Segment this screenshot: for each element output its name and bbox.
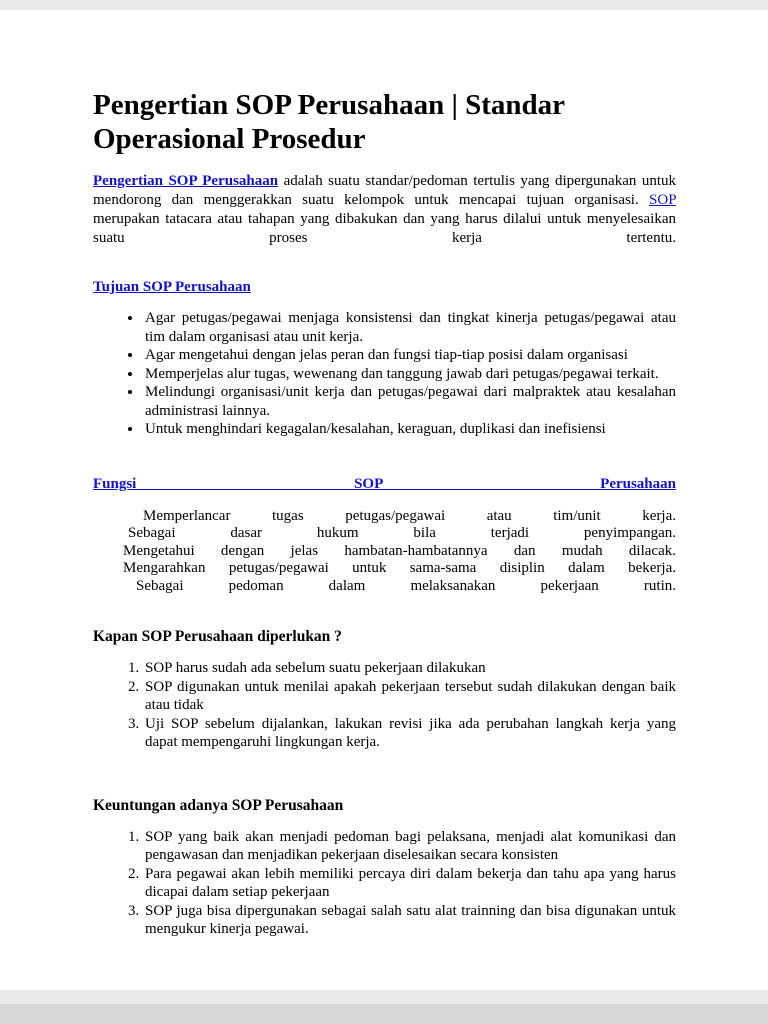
intro-text-1: adalah suatu standar/pedoman tertulis yang dipergunakan untuk mendorong dan menggerakkan suatu kelompok untuk mencapai tujuan organisasi. (93, 173, 676, 208)
fungsi-line: Sebagai pedoman dalam melaksanakan pekerjaan rutin. (136, 577, 676, 594)
sop-link[interactable]: SOP (649, 192, 676, 208)
tujuan-list-item: • Agar mengetahui dengan jelas peran dan fungsi tiap-tiap posisi dalam organisasi (143, 346, 676, 365)
fungsi-line: Memperlancar tugas petugas/pegawai atau tim/unit kerja. (143, 507, 676, 524)
kapan-list-item: 2. SOP digunakan untuk menilai apakah pekerjaan tersebut sudah dilakukan dengan baik atau tidak (143, 678, 676, 715)
tujuan-heading (93, 278, 676, 297)
fungsi-heading (93, 475, 676, 494)
document-content (0, 10, 768, 939)
tujuan-list (93, 309, 676, 439)
tujuan-list-item: • Untuk menghindari kegagalan/kesalahan, keraguan, duplikasi dan inefisiensi (143, 420, 676, 439)
page-gutter-bottom (0, 1004, 768, 1024)
keuntungan-list-item: 2. Para pegawai akan lebih memiliki percaya diri dalam bekerja dan tahu apa yang harus dicapai dalam setiap pekerjaan (143, 865, 676, 902)
tujuan-list-item: • Melindungi organisasi/unit kerja dan petugas/pegawai dari malpraktek atau kesalahan administrasi lainnya. (143, 383, 676, 420)
fungsi-line: Sebagai dasar hukum bila terjadi penyimpangan. (128, 525, 676, 541)
tujuan-list-item: • Agar petugas/pegawai menjaga konsistensi dan tingkat kinerja petugas/pegawai atau tim dalam organisasi atau unit kerja. (143, 309, 676, 346)
fungsi-line: Mengetahui dengan jelas hambatan-hambatannya dan mudah dilacak. (123, 542, 676, 559)
kapan-list-item: 1. SOP harus sudah ada sebelum suatu pekerjaan dilakukan (143, 659, 676, 678)
kapan-list (93, 659, 676, 752)
kapan-list-item: 3. Uji SOP sebelum dijalankan, lakukan revisi jika ada perubahan langkah kerja yang dapat mempengaruhi lingkungan kerja. (143, 715, 676, 752)
tujuan-list-item: • Memperjelas alur tugas, wewenang dan tanggung jawab dari petugas/pegawai terkait. (143, 365, 676, 384)
fungsi-sop-link[interactable]: Fungsi SOP Perusahaan (93, 475, 676, 492)
kapan-heading: Kapan SOP Perusahaan diperlukan ? (93, 628, 342, 645)
document-title: Pengertian SOP Perusahaan | Standar Operasional Prosedur (93, 89, 565, 155)
keuntungan-list-item: 3. SOP juga bisa dipergunakan sebagai salah satu alat trainning dan bisa digunakan untuk mengukur kinerja pegawai. (143, 902, 676, 939)
pengertian-sop-link[interactable]: Pengertian SOP Perusahaan (93, 173, 279, 189)
document-page (0, 10, 768, 990)
intro-text-2: merupakan tatacara atau tahapan yang dibakukan dan yang harus dilalui untuk menyelesaikan suatu proses kerja tertentu. (93, 211, 676, 246)
keuntungan-list-item: 1. SOP yang baik akan menjadi pedoman bagi pelaksana, menjadi alat komunikasi dan pengawasan dan menjadikan pekerjaan diselesaikan secara konsisten (143, 828, 676, 865)
keuntungan-list (93, 828, 676, 939)
keuntungan-heading: Keuntungan adanya SOP Perusahaan (93, 796, 344, 814)
tujuan-sop-link[interactable]: Tujuan SOP Perusahaan (93, 279, 251, 295)
fungsi-line: Mengarahkan petugas/pegawai untuk sama-sama disiplin dalam bekerja. (123, 560, 676, 576)
fungsi-paragraph (123, 508, 676, 596)
intro-paragraph (93, 172, 676, 248)
